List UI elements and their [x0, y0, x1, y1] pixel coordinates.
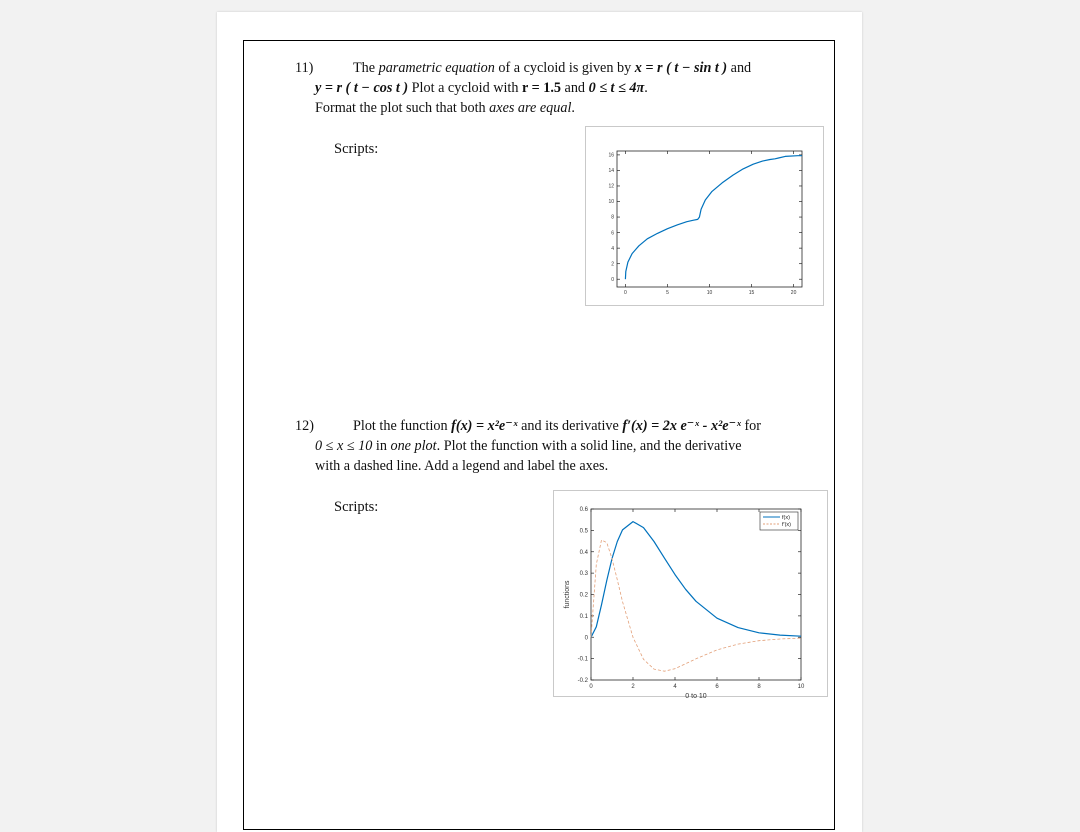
cycloid-chart	[586, 127, 823, 305]
x-tick-label: 8	[757, 684, 761, 690]
axes-box	[591, 509, 801, 680]
legend-box	[760, 512, 798, 530]
q12-fp-eq: f′(x) = 2x e⁻ˣ - x²e⁻ˣ	[622, 418, 741, 434]
legend-entry: f(x)	[782, 515, 790, 521]
question-12: 12) Plot the function f(x) = x²e⁻ˣ and its derivative f′(x) = 2x e⁻ˣ - x²e⁻ˣ for 0 ≤ x ≤ 10 in one plot. Plot the function with a solid line, and the derivative with a dashed line. Add a legend and label the axes.	[295, 418, 761, 474]
x-tick-label: 2	[631, 684, 635, 690]
x-tick-label: 20	[790, 290, 797, 296]
cycloid-figure	[585, 126, 824, 306]
y-tick-label: 0.4	[579, 549, 588, 556]
y-tick-label: -0.1	[577, 656, 588, 663]
function-figure	[553, 490, 828, 700]
x-tick-label: 10	[797, 684, 805, 690]
function-chart	[554, 491, 827, 700]
y-tick-label: 0.5	[579, 528, 588, 535]
y-tick-label: 16	[608, 152, 614, 159]
document-page	[217, 12, 862, 832]
x-tick-label: 4	[673, 684, 677, 690]
q12-number: 12)	[295, 418, 314, 434]
y-tick-label: 2	[611, 261, 614, 268]
x-tick-label: 6	[715, 684, 719, 690]
q11-eq-y: y = r ( t − cos t )	[315, 80, 409, 96]
x-tick-label: 0	[589, 684, 593, 690]
x-tick-label: 0	[624, 290, 627, 296]
y-axis-label: functions	[564, 580, 571, 609]
x-tick-label: 5	[666, 290, 669, 296]
y-tick-label: 0.3	[579, 571, 588, 578]
y-tick-label: 0	[584, 635, 588, 642]
y-tick-label: 0	[611, 276, 614, 283]
q11-scripts-label: Scripts:	[334, 141, 379, 157]
axes-box	[617, 151, 802, 287]
y-tick-label: 6	[611, 230, 614, 237]
y-tick-label: 8	[611, 214, 614, 221]
x-tick-label: 10	[706, 290, 713, 296]
question-11: 11) The parametric equation of a cycloid is given by x = r ( t − sin t ) and y = r ( t − cos t ) Plot a cycloid with r = 1.5 and 0 ≤ t ≤ 4π. Format the plot such that both axes are equal.	[295, 60, 752, 116]
y-tick-label: 14	[608, 168, 614, 175]
y-tick-label: 12	[608, 183, 614, 190]
y-tick-label: 10	[608, 199, 614, 206]
x-tick-label: 15	[748, 290, 755, 296]
legend-entry: f'(x)	[782, 522, 791, 528]
x-axis-label: 0 to 10	[685, 693, 707, 700]
y-tick-label: -0.2	[577, 678, 588, 684]
y-tick-label: 0.6	[579, 507, 588, 513]
q11-eq-x: x = r ( t − sin t )	[634, 60, 728, 76]
y-tick-label: 0.1	[579, 613, 588, 620]
q11-number: 11)	[295, 60, 314, 76]
y-tick-label: 4	[611, 245, 614, 252]
y-tick-label: 0.2	[579, 592, 588, 599]
q12-f-eq: f(x) = x²e⁻ˣ	[451, 418, 518, 434]
q12-scripts-label: Scripts:	[334, 499, 379, 515]
